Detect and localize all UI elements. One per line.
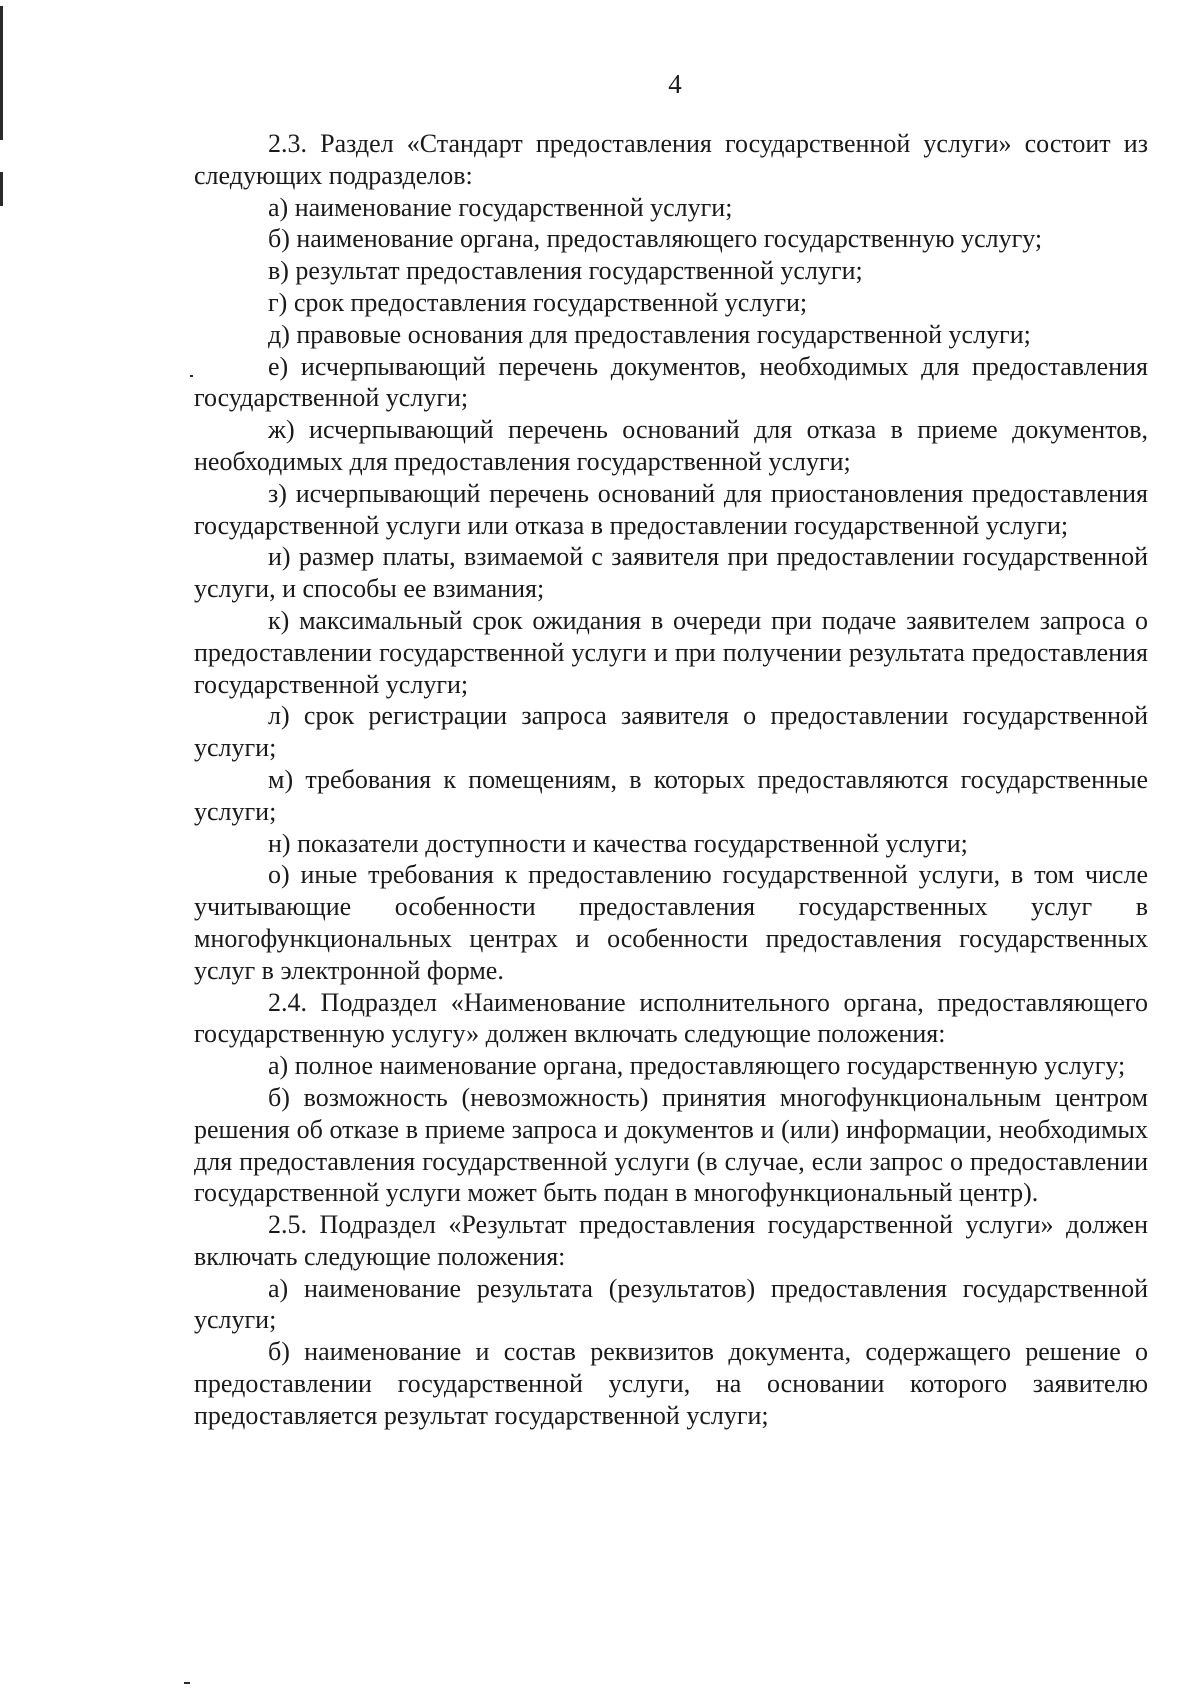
- list-item-e: е) исчерпывающий перечень документов, необходимых для предоставления государственной услуги;: [194, 351, 1148, 413]
- list-item-z: з) исчерпывающий перечень оснований для приостановления предоставления государственной услуги или отказа в предоставлении государственной услуги;: [194, 478, 1148, 540]
- list-item-a: а) наименование государственной услуги;: [268, 192, 733, 222]
- scan-speck: [190, 375, 193, 377]
- list-item-n: н) показатели доступности и качества государственной услуги;: [268, 828, 968, 858]
- list-item-l: л) срок регистрации запроса заявителя о предоставлении государственной услуги;: [194, 701, 1148, 763]
- list-item-o: о) иные требования к предоставлению государственной услуги, в том числе учитывающие особенности предоставления государственных услуг в многофункциональных центрах и особенности предоставления государственных услуг в электронной форме.: [194, 860, 1148, 985]
- list-item-a: а) полное наименование органа, предоставляющего государственную услугу;: [268, 1051, 1126, 1081]
- page-number: 4: [668, 69, 682, 99]
- list-item-a: а) наименование результата (результатов) предоставления государственной услуги;: [194, 1273, 1148, 1335]
- list-item-i: и) размер платы, взимаемой с заявителя при предоставлении государственной услуги, и способы ее взимания;: [194, 542, 1148, 604]
- paragraph-2-3: 2.3. Раздел «Стандарт предоставления государственной услуги» состоит из следующих подразделов:: [194, 129, 1148, 190]
- scan-edge-mark: [0, 172, 3, 206]
- paragraph-2-5: 2.5. Подраздел «Результат предоставления государственной услуги» должен включать следующие положения:: [194, 1210, 1148, 1271]
- list-item-d: д) правовые основания для предоставления государственной услуги;: [268, 319, 1031, 349]
- list-item-b: б) наименование и состав реквизитов документа, содержащего решение о предоставлении государственной услуги, на основании которого заявителю предоставляется результат государственной услуги;: [194, 1337, 1148, 1430]
- list-item-b: б) наименование органа, предоставляющего государственную услугу;: [268, 224, 1043, 254]
- list-item-v: в) результат предоставления государственной услуги;: [268, 256, 863, 286]
- list-item-zh: ж) исчерпывающий перечень оснований для отказа в приеме документов, необходимых для предоставления государственной услуги;: [194, 415, 1148, 476]
- list-item-m: м) требования к помещениям, в которых предоставляются государственные услуги;: [194, 764, 1148, 826]
- list-item-b: б) возможность (невозможность) принятия многофункциональным центром решения об отказе в приеме запроса и документов и (или) информации, необходимых для предоставления государственной услуги (в случае, если запрос о предоставлении государственной услуги может быть подан в многофункциональный центр).: [194, 1082, 1148, 1208]
- list-item-k: к) максимальный срок ожидания в очереди при подаче заявителем запроса о предоставлении государственной услуги и при получении результата предоставления государственной услуги;: [194, 605, 1148, 699]
- document-body: [194, 128, 1148, 1432]
- scan-speck: [184, 1682, 190, 1684]
- list-item-g: г) срок предоставления государственной услуги;: [268, 287, 808, 317]
- paragraph-2-4: 2.4. Подраздел «Наименование исполнительного органа, предоставляющего государственную услугу» должен включать следующие положения:: [194, 987, 1148, 1049]
